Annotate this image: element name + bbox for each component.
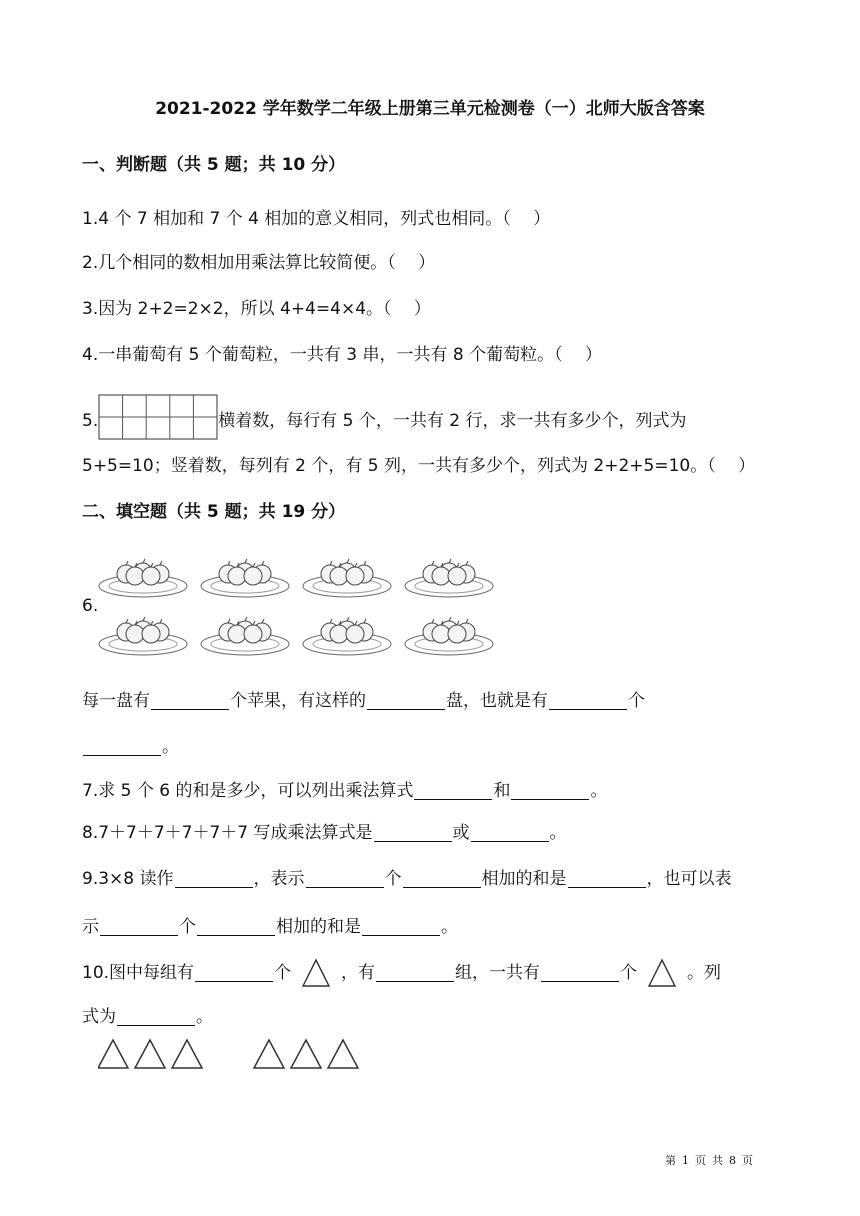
answer-blank[interactable] [414, 798, 492, 800]
question-3: 3.因为 2+2=2×2，所以 4+4=4×4。（ ） [82, 299, 431, 319]
question-5-number: 5. [82, 411, 99, 431]
question-5 [82, 394, 686, 445]
triangle-icon [291, 1040, 321, 1068]
answer-blank[interactable] [403, 886, 481, 888]
question-6-number: 6. [82, 596, 99, 616]
apple-plate [201, 617, 289, 655]
question-9: 9.3×8 读作 ，表示 个 相加的和是 ，也可以表 [82, 869, 732, 889]
triangle-icon [254, 1040, 284, 1068]
section-heading-judgement: 一、判断题（共 5 题；共 10 分） [82, 155, 346, 175]
page-number: 1 [682, 1154, 689, 1167]
apple-plate [99, 617, 187, 655]
triangle-groups-figure [98, 1038, 368, 1076]
answer-blank[interactable] [175, 886, 253, 888]
question-4: 4.一串葡萄有 5 个葡萄粒，一共有 3 串，一共有 8 个葡萄粒。（ ） [82, 345, 602, 365]
question-5-text-b: 5+5=10；竖着数，每列有 2 个，有 5 列，一共有多少个，列式为 2+2+5=10。（ ） [82, 456, 756, 476]
answer-blank[interactable] [367, 708, 445, 710]
triangle-icon [328, 1040, 358, 1068]
page-total: 8 [729, 1154, 736, 1167]
section-heading-fill: 二、填空题（共 5 题；共 19 分） [82, 502, 346, 522]
question-8: 8.7＋7＋7＋7＋7＋7 写成乘法算式是 或 。 [82, 823, 567, 843]
question-10: 10.图中每组有 个 ，有 组，一共有 个 。列 [82, 958, 721, 993]
answer-blank[interactable] [511, 798, 589, 800]
page-title: 2021-2022 学年数学二年级上册第三单元检测卷（一）北师大版含答案 [155, 99, 705, 119]
question-1: 1.4 个 7 相加和 7 个 4 相加的意义相同，列式也相同。（ ） [82, 209, 551, 229]
apple-plate [303, 617, 391, 655]
question-5-text-a: 横着数，每行有 5 个，一共有 2 行，求一共有多少个，列式为 [218, 411, 687, 431]
answer-blank[interactable] [151, 708, 229, 710]
answer-blank[interactable] [197, 934, 275, 936]
answer-blank[interactable] [83, 754, 161, 756]
grid-figure [98, 394, 218, 445]
triangle-icon [98, 1040, 128, 1068]
question-7: 7.求 5 个 6 的和是多少，可以列出乘法算式 和 。 [82, 781, 608, 801]
answer-blank[interactable] [568, 886, 646, 888]
triangle-icon [301, 958, 331, 993]
question-2: 2.几个相同的数相加用乘法算比较简便。（ ） [82, 253, 436, 273]
question-10-cont: 式为 。 [82, 1007, 213, 1027]
apple-plate [405, 559, 493, 597]
question-6-cont: 。 [82, 732, 179, 757]
apple-plate [303, 559, 391, 597]
question-9-cont: 示 个 相加的和是 。 [82, 917, 458, 937]
triangle-icon [647, 958, 677, 993]
answer-blank[interactable] [549, 708, 627, 710]
triangle-icon [135, 1040, 165, 1068]
apple-plate [99, 559, 187, 597]
apple-plate [405, 617, 493, 655]
answer-blank[interactable] [100, 934, 178, 936]
answer-blank[interactable] [541, 980, 619, 982]
answer-blank[interactable] [374, 840, 452, 842]
answer-blank[interactable] [376, 980, 454, 982]
answer-blank[interactable] [117, 1024, 195, 1026]
apple-plates-figure [98, 548, 498, 664]
question-6: 每一盘有 个苹果，有这样的 盘，也就是有 个 [82, 691, 645, 711]
answer-blank[interactable] [362, 934, 440, 936]
apple-plate [201, 559, 289, 597]
answer-blank[interactable] [306, 886, 384, 888]
answer-blank[interactable] [471, 840, 549, 842]
answer-blank[interactable] [195, 980, 273, 982]
page-footer: 第 1 页 共 8 页 [665, 1154, 753, 1167]
triangle-icon [172, 1040, 202, 1068]
